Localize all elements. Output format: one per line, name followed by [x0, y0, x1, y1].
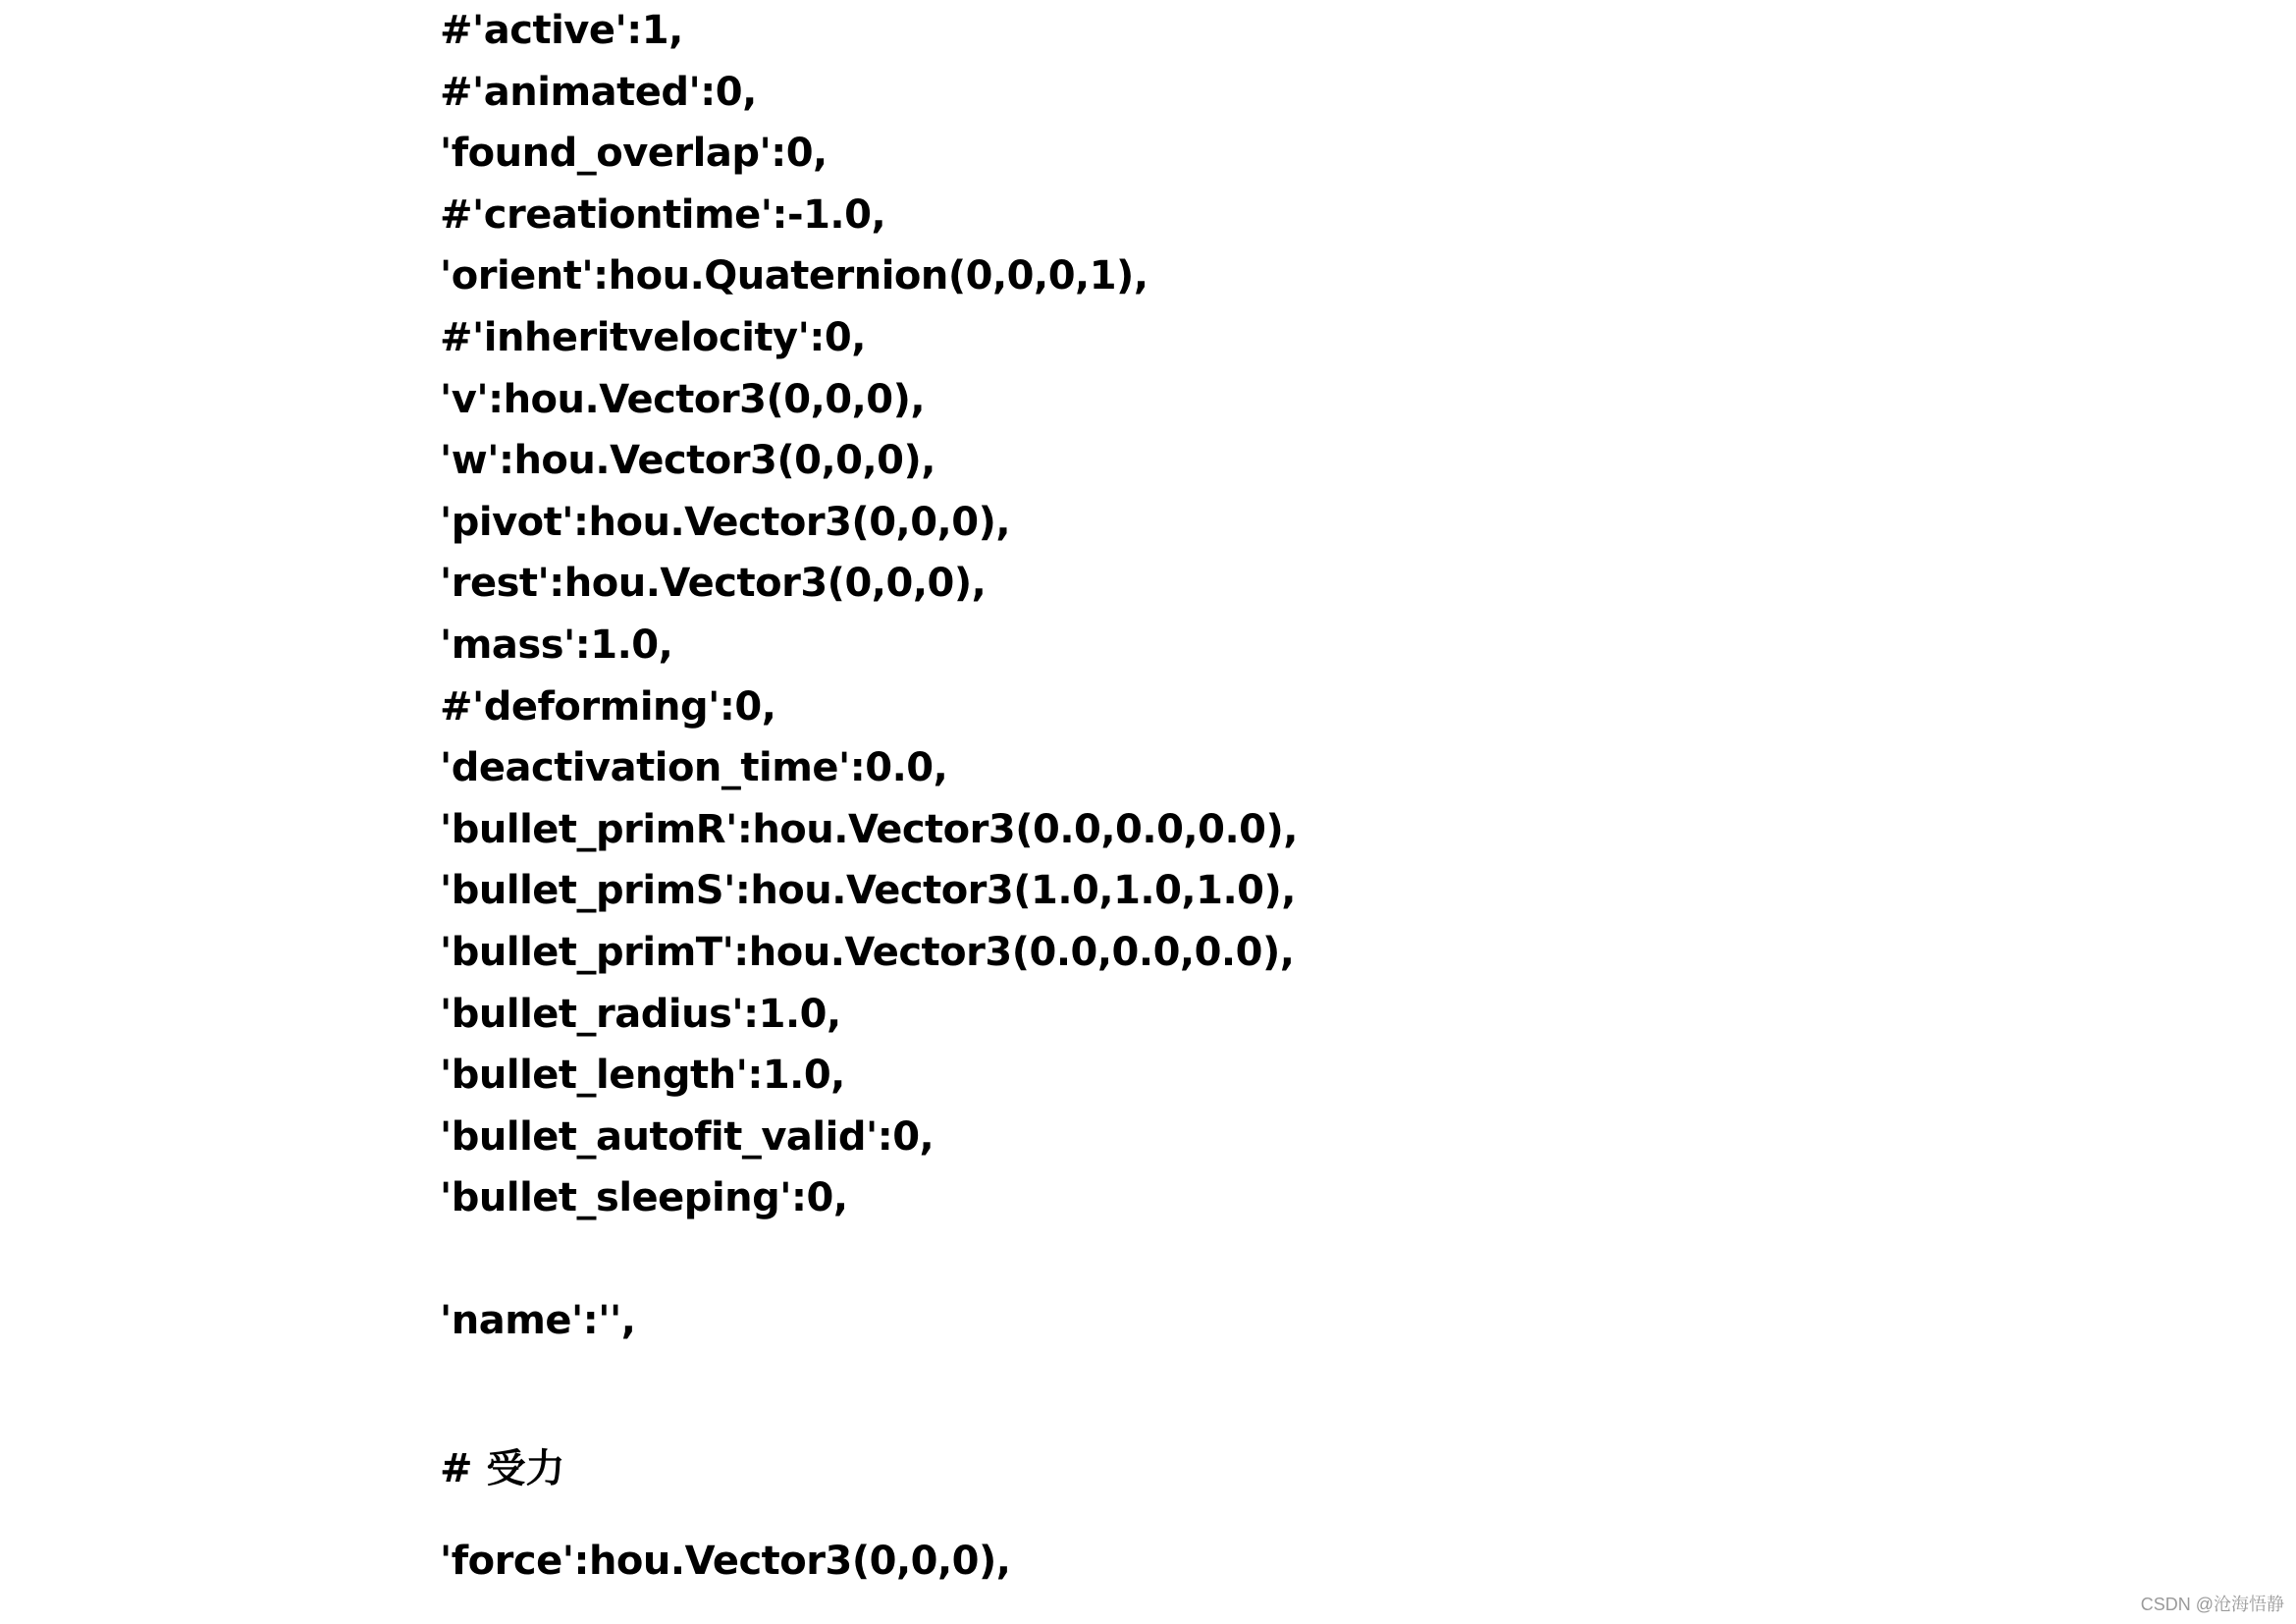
code-line-bullet-radius: 'bullet_radius':1.0,: [440, 991, 841, 1037]
code-line-pivot: 'pivot':hou.Vector3(0,0,0),: [440, 499, 1011, 545]
code-line-inheritvelocity: #'inheritvelocity':0,: [440, 314, 866, 360]
code-line-animated: #'animated':0,: [440, 69, 757, 115]
code-line-orient: 'orient':hou.Quaternion(0,0,0,1),: [440, 253, 1148, 299]
code-block: [440, 0, 1912, 1592]
code-line-bullet-autofit-valid: 'bullet_autofit_valid':0,: [440, 1113, 934, 1160]
code-line-bullet-prims: 'bullet_primS':hou.Vector3(1.0,1.0,1.0),: [440, 868, 1296, 914]
blank-line: [440, 1352, 1912, 1438]
blank-line: [440, 1229, 1912, 1291]
code-line-bullet-primr: 'bullet_primR':hou.Vector3(0.0,0.0,0.0),: [440, 806, 1298, 852]
code-line-found-overlap: 'found_overlap':0,: [440, 131, 828, 177]
code-line-deforming: #'deforming':0,: [440, 683, 776, 730]
code-line-rest: 'rest':hou.Vector3(0,0,0),: [440, 561, 987, 607]
blank-line: [440, 1500, 1912, 1531]
code-line-bullet-sleeping: 'bullet_sleeping':0,: [440, 1175, 848, 1221]
comment-force-section: # 受力: [440, 1445, 565, 1492]
code-line-active: #'active':1,: [440, 8, 683, 53]
code-line-w: 'w':hou.Vector3(0,0,0),: [440, 438, 935, 484]
code-line-bullet-primt: 'bullet_primT':hou.Vector3(0.0,0.0,0.0),: [440, 929, 1295, 975]
code-line-name: 'name':'',: [440, 1298, 636, 1344]
code-line-bullet-length: 'bullet_length':1.0,: [440, 1053, 845, 1099]
watermark: CSDN @沧海悟静: [2140, 1595, 2284, 1614]
code-line-creationtime: #'creationtime':-1.0,: [440, 191, 886, 238]
code-line-v: 'v':hou.Vector3(0,0,0),: [440, 376, 926, 422]
code-line-mass: 'mass':1.0,: [440, 622, 673, 668]
code-line-force: 'force':hou.Vector3(0,0,0),: [440, 1538, 1011, 1584]
code-line-deactivation-time: 'deactivation_time':0.0,: [440, 745, 948, 791]
